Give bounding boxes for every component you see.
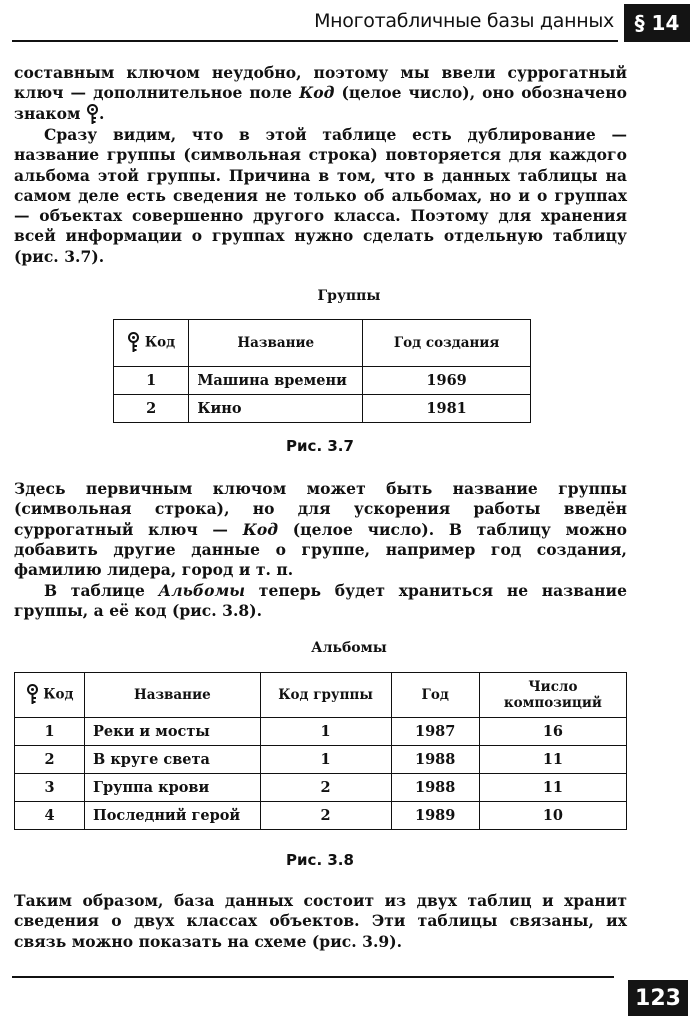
table-cell: 1988 — [391, 746, 479, 774]
table-cell: 1969 — [363, 367, 531, 395]
albums-header-name: Название — [85, 673, 261, 718]
table-cell: 2 — [114, 395, 189, 423]
table-cell: 10 — [479, 802, 626, 830]
key-icon — [127, 332, 140, 354]
paragraph-3 — [14, 479, 627, 580]
albums-header-track-count: Число композиций — [479, 673, 626, 718]
table-row — [114, 395, 531, 423]
table-cell: 1 — [15, 718, 85, 746]
figure-caption-3-8: Рис. 3.8 — [286, 851, 354, 869]
table-cell: Последний герой — [85, 802, 261, 830]
albums-header-group-code: Код группы — [260, 673, 391, 718]
table-cell: 1989 — [391, 802, 479, 830]
groups-header-key: Код — [114, 320, 189, 367]
table-cell: 4 — [15, 802, 85, 830]
table-cell: Машина времени — [189, 367, 363, 395]
p5-text: Таким образом, база данных состоит из двух таблиц и хранит сведения о двух классах объектов. Эти таблицы связаны, их связь можно показать на схеме (рис. 3.9). — [14, 891, 627, 951]
table-cell: 2 — [260, 774, 391, 802]
p3-text: Здесь первичным ключом может быть название группы (символьная строка), но для ускорения работы введён суррогатный ключ — — [14, 479, 627, 539]
table-cell: Кино — [189, 395, 363, 423]
paragraph-1: составным ключом неудобно, поэтому мы ввели суррогатный ключ — дополнительное поле Код (целое число), оно обозначено знаком . — [14, 63, 627, 126]
table-cell: 16 — [479, 718, 626, 746]
albums-table-title: Альбомы — [311, 640, 387, 656]
table-cell: В круге света — [85, 746, 261, 774]
p4-text-after: теперь будет храниться не название группы, а её код (рис. 3.8). — [14, 581, 627, 621]
groups-table — [113, 319, 531, 423]
paragraph-4 — [14, 581, 627, 622]
table-cell: 3 — [15, 774, 85, 802]
table-cell: 2 — [15, 746, 85, 774]
table-cell: 1 — [114, 367, 189, 395]
table-row — [15, 774, 627, 802]
table-row — [114, 367, 531, 395]
p3-field-name: Код — [242, 519, 279, 539]
p1-text: составным ключом неудобно, поэтому мы ввели суррогатный ключ — дополнительное поле — [14, 63, 627, 103]
table-cell: Реки и мосты — [85, 718, 261, 746]
albums-header-year: Год — [391, 673, 479, 718]
table-row — [15, 718, 627, 746]
p4-text: В таблице — [44, 581, 145, 600]
table-cell: Группа крови — [85, 774, 261, 802]
table-row — [15, 746, 627, 774]
p3-text-after: (целое число). В таблицу можно добавить другие данные о группе, например год создания, фамилию лидера, город и т. п. — [14, 519, 628, 580]
running-header-title: Многотабличные базы данных — [314, 10, 614, 32]
table-cell: 1987 — [391, 718, 479, 746]
table-cell: 11 — [479, 774, 626, 802]
groups-header-name: Название — [189, 320, 363, 367]
page-number: 123 — [628, 980, 688, 1016]
groups-table-title: Группы — [317, 288, 381, 304]
p1-field-name: Код — [299, 83, 335, 103]
table-cell: 1 — [260, 718, 391, 746]
table-row — [15, 802, 627, 830]
paragraph-2 — [14, 125, 627, 267]
key-icon — [26, 684, 39, 706]
table-cell: 2 — [260, 802, 391, 830]
p4-table-name: Альбомы — [158, 581, 246, 600]
table-cell: 1 — [260, 746, 391, 774]
table-cell: 11 — [479, 746, 626, 774]
footer-divider — [12, 976, 614, 978]
figure-caption-3-7: Рис. 3.7 — [286, 437, 354, 455]
key-icon — [86, 104, 99, 126]
table-cell: 1988 — [391, 774, 479, 802]
albums-table — [14, 672, 627, 830]
paragraph-5 — [14, 891, 627, 952]
header-divider — [12, 40, 618, 42]
p1-text-after: (целое число), оно обозначено знаком — [14, 83, 627, 123]
albums-header-key: Код — [15, 673, 85, 718]
table-cell: 1981 — [363, 395, 531, 423]
groups-header-year: Год создания — [363, 320, 531, 367]
section-badge: § 14 — [624, 4, 690, 42]
p2-text: Сразу видим, что в этой таблице есть дублирование — название группы (символьная строка) повторяется для каждого альбома этой группы. Причина в том, что в данных таблицы на самом деле есть сведения не только об альбомах, но и о группах — объектах совершенно другого класса. Поэтому для хранения всей информации о группах нужно сделать отдельную таблицу (рис. 3.7). — [14, 125, 627, 266]
